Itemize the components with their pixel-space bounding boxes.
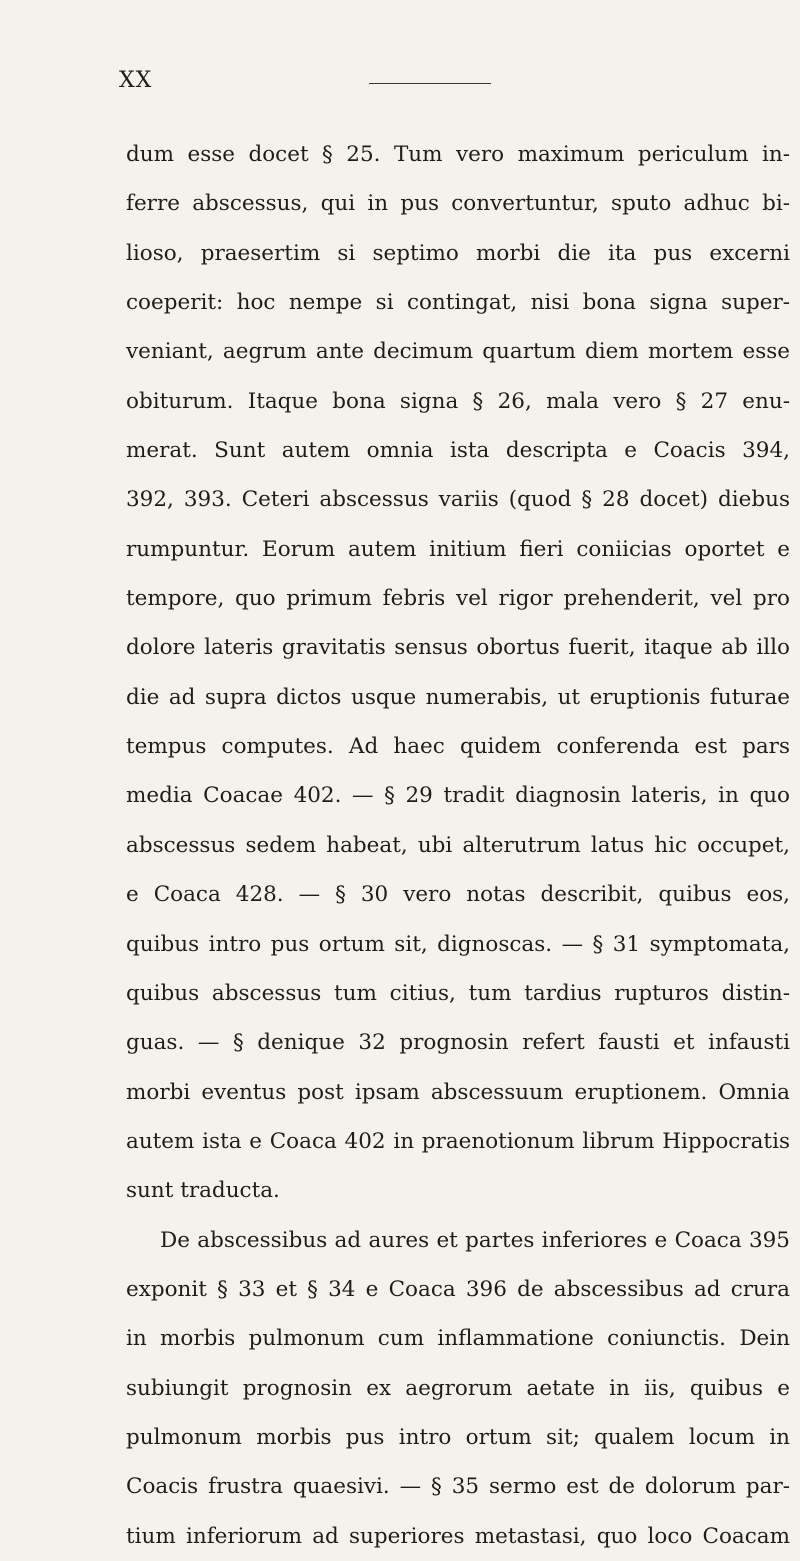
text-line: tempus computes. Ad haec quidem conferenda est pars [126,734,790,760]
text-line: coeperit: hoc nempe si contingat, nisi bona signa super- [126,290,790,316]
text-line: quibus abscessus tum citius, tum tardius rupturos distin- [126,980,790,1006]
text-line: morbi eventus post ipsam abscessuum eruptionem. Omnia [126,1079,790,1105]
text-line: media Coacae 402. — § 29 tradit diagnosin lateris, in quo [126,783,790,809]
text-line: subiungit prognosin ex aegrorum aetate in iis, quibus e [126,1375,790,1401]
text-line: 392, 393. Ceteri abscessus variis (quod § 28 docet) diebus [126,487,790,513]
text-line: pulmonum morbis pus intro ortum sit; qualem locum in [126,1424,790,1450]
text-line: in morbis pulmonum cum inflammatione coniunctis. Dein [126,1326,790,1352]
text-line: rumpuntur. Eorum autem initium fieri coniicias oportet e [126,536,790,562]
text-line: e Coaca 428. — § 30 vero notas describit, quibus eos, [126,882,790,908]
text-line: De abscessibus ad aures et partes inferiores e Coaca 395 [160,1227,790,1253]
text-line: veniant, aegrum ante decimum quartum diem mortem esse [126,339,790,365]
text-line: tium inferiorum ad superiores metastasi, quo loco Coacam [126,1523,790,1549]
text-line: tempore, quo primum febris vel rigor prehenderit, vel pro [126,586,790,612]
text-line: quibus intro pus ortum sit, dignoscas. — § 31 symptomata, [126,931,790,957]
page-number: XX [119,68,153,93]
text-line: guas. — § denique 32 prognosin refert fausti et infausti [126,1030,790,1056]
text-line: sunt traducta. [126,1178,280,1204]
text-line: lioso, praesertim si septimo morbi die ita pus excerni [126,240,790,266]
text-line: dolore lateris gravitatis sensus obortus fuerit, itaque ab illo [126,635,790,661]
text-line: die ad supra dictos usque numerabis, ut eruptionis futurae [126,684,790,710]
text-line: abscessus sedem habeat, ubi alterutrum latus hic occupet, [126,832,790,858]
text-line: merat. Sunt autem omnia ista descripta e Coacis 394, [126,438,790,464]
header-rule [369,83,491,84]
text-line: Coacis frustra quaesivi. — § 35 sermo est de dolorum par- [126,1474,790,1500]
text-line: dum esse docet § 25. Tum vero maximum periculum in- [126,142,790,167]
body-text [126,130,790,1561]
text-line: ferre abscessus, qui in pus convertuntur, sputo adhuc bi- [126,191,790,217]
text-line: obiturum. Itaque bona signa § 26, mala vero § 27 enu- [126,388,790,414]
text-line: exponit § 33 et § 34 e Coaca 396 de abscessibus ad crura [126,1276,790,1302]
page-header [119,68,499,98]
text-line: autem ista e Coaca 402 in praenotionum librum Hippocratis [126,1128,790,1154]
